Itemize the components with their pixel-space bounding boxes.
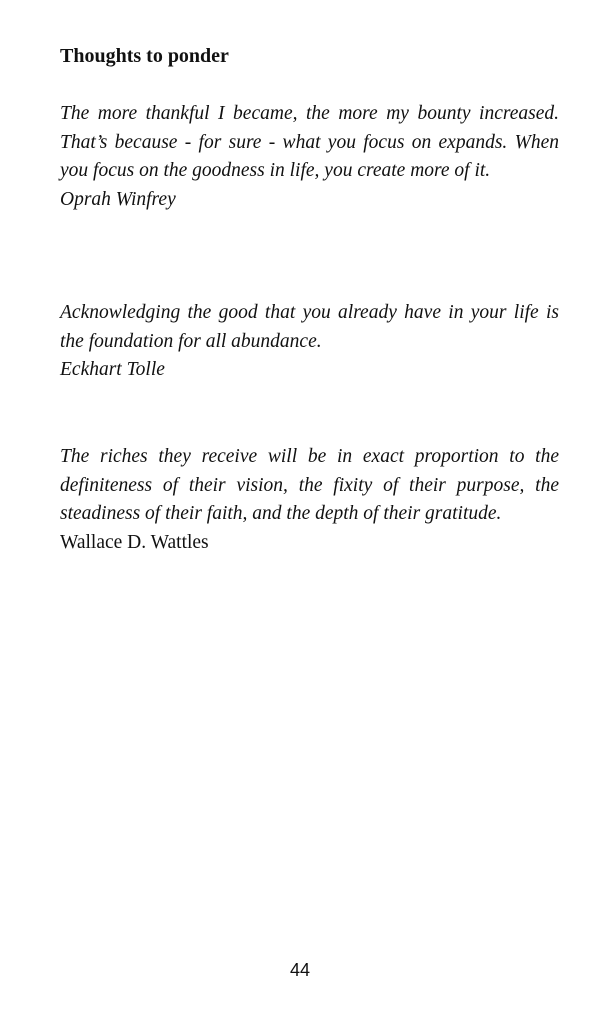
quote-block-tolle — [60, 299, 559, 385]
quote-author: Wallace D. Wattles — [60, 531, 209, 553]
quote-author: Eckhart Tolle — [60, 359, 165, 380]
quote-text: The more thankful I became, the more my bounty increased. That’s because - for sure - what you focus on expands. When you focus on the goodness in life, you create more of it. — [60, 103, 559, 181]
book-page — [60, 0, 559, 1033]
quote-text: The riches they receive will be in exact proportion to the definiteness of their vision, the fixity of their purpose, the steadiness of their faith, and the depth of their gratitude. — [60, 446, 559, 524]
quote-author: Oprah Winfrey — [60, 188, 176, 210]
quote-text: Acknowledging the good that you already have in your life is the foundation for all abundance. — [60, 302, 559, 352]
quote-block-oprah — [60, 100, 559, 214]
page-heading: Thoughts to ponder — [60, 45, 229, 67]
page-number: 44 — [289, 960, 311, 980]
quote-block-wattles — [60, 443, 559, 557]
